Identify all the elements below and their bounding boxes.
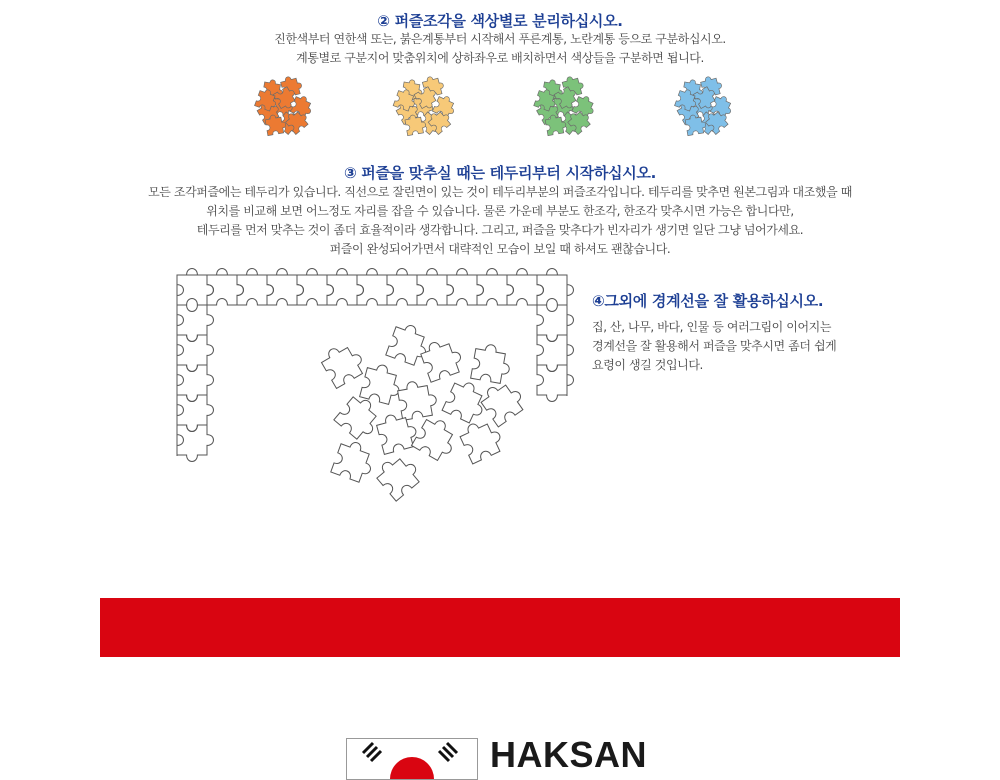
section-4-heading: ④그외에 경계선을 잘 활용하십시오.: [592, 292, 824, 310]
section-2-line: 계통별로 구분지어 맞춤위치에 상하좌우로 배치하면서 색상들을 구분하면 됩니다.: [296, 51, 704, 65]
section-2-line: 진한색부터 연한색 또는, 붉은계통부터 시작해서 푸른계통, 노란계통 등으로 구분하십시오.: [274, 32, 726, 46]
section-4-line: 요령이 생길 것입니다.: [592, 358, 703, 372]
brand-logo: HAKSAN: [490, 734, 648, 775]
color-sorted-piece-piles: [0, 72, 1000, 136]
border-puzzle-illustration: [170, 268, 580, 508]
blue-puzzle-pile-icon: [672, 72, 736, 136]
section-2-text: [0, 30, 1000, 68]
section-3-line: 위치를 비교해 보면 어느정도 자리를 잡을 수 있습니다. 물론 가운데 부분도 한조각, 한조각 맞추시면 가능은 합니다만,: [206, 204, 794, 218]
section-3-line: 모든 조각퍼즐에는 테두리가 있습니다. 직선으로 잘린면이 있는 것이 테두리부분의 퍼즐조각입니다. 테두리를 맞추면 원본그림과 대조했을 때: [148, 185, 852, 199]
orange-puzzle-pile-icon: [252, 72, 316, 136]
red-banner: [100, 598, 900, 657]
section-4-line: 집, 산, 나무, 바다, 인물 등 여러그림이 이어지는: [592, 320, 832, 334]
green-puzzle-pile-icon: [530, 72, 600, 136]
section-3-heading: ③ 퍼즐을 맞추실 때는 테두리부터 시작하십시오.: [343, 164, 657, 182]
section-2-heading: ② 퍼즐조각을 색상별로 분리하십시오.: [377, 12, 623, 30]
section-3-line: 테두리를 먼저 맞추는 것이 좀더 효율적이라 생각합니다. 그리고, 퍼즐을 맞추다가 빈자리가 생기면 일단 그냥 넘어가세요.: [196, 223, 804, 237]
section-3-line: 퍼즐이 완성되어가면서 대략적인 모습이 보일 때 하셔도 괜찮습니다.: [329, 242, 671, 256]
section-4: [592, 290, 892, 375]
yellow-puzzle-pile-icon: [389, 72, 461, 136]
section-3-text: [0, 183, 1000, 259]
korean-flag-icon: [346, 738, 478, 780]
section-4-line: 경계선을 잘 활용해서 퍼즐을 맞추시면 좀더 쉽게: [592, 339, 837, 353]
